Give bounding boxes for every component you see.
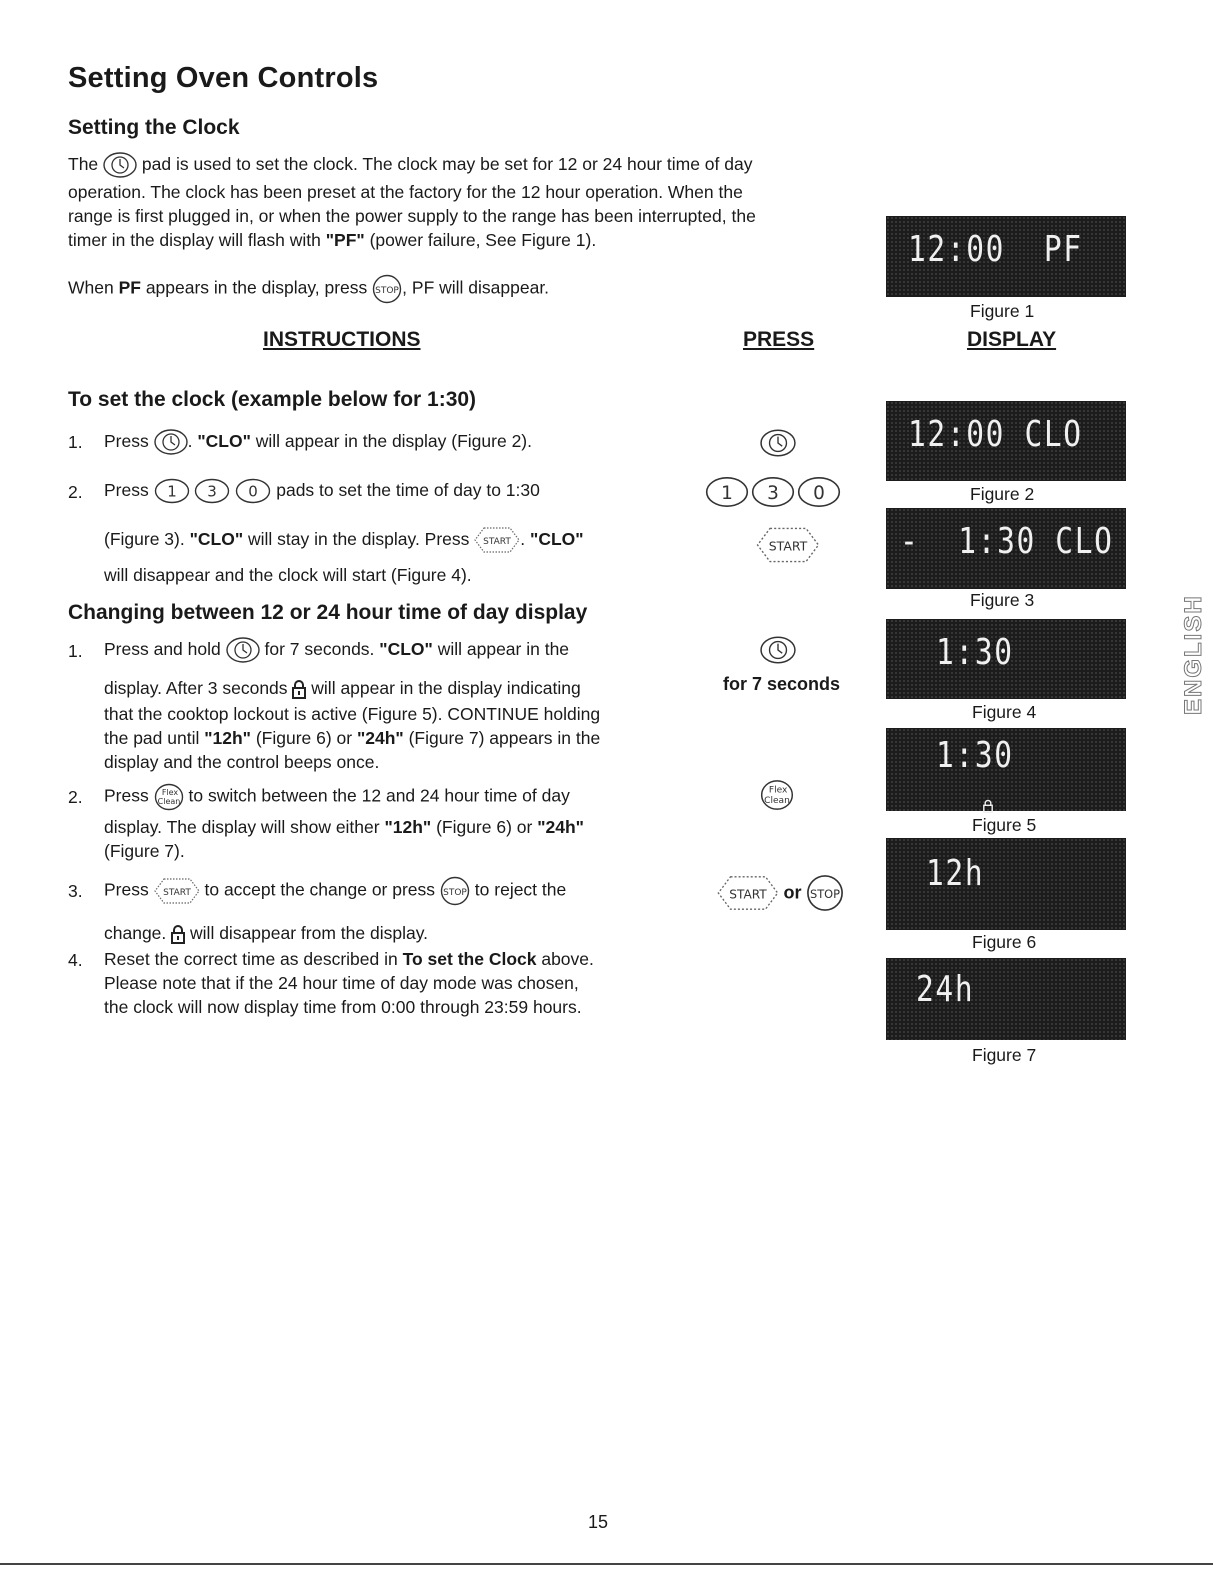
section-heading-setting-clock: Setting the Clock — [68, 116, 240, 139]
flex-clean-icon — [154, 783, 184, 811]
text: "12h" — [384, 817, 432, 837]
clock-icon — [103, 152, 137, 178]
display-figure-1 — [886, 216, 1126, 297]
lcd-text: - 1:30 CLO — [900, 521, 1114, 562]
text: pads to set the time of day to 1:30 — [276, 480, 540, 500]
bottom-rule — [0, 1563, 1213, 1565]
figure-caption: Figure 2 — [970, 484, 1035, 504]
display-figure-5 — [886, 728, 1126, 811]
svg-text:START: START — [768, 538, 808, 554]
changing-step-4 — [104, 947, 594, 971]
text: "12h" — [204, 728, 251, 748]
svg-text:STOP: STOP — [809, 887, 840, 902]
svg-text:0: 0 — [248, 482, 259, 501]
text: change. — [104, 923, 167, 943]
lcd-text: 1:30 — [936, 632, 1014, 673]
display-figure-6 — [886, 838, 1126, 930]
svg-text:Clean: Clean — [157, 797, 180, 806]
svg-text:STOP: STOP — [375, 286, 400, 296]
text: (Figure 3). — [104, 529, 190, 549]
text: "CLO" — [189, 529, 244, 549]
text: (power failure, See Figure 1). — [364, 230, 597, 251]
text: To set the Clock — [402, 949, 537, 969]
changing-step-3 — [104, 876, 566, 906]
text: PF — [118, 277, 141, 298]
press-clock-icon — [760, 635, 796, 665]
text: will stay in the display. Press — [243, 529, 470, 549]
text: will appear in the — [432, 639, 570, 659]
section-heading-changing: Changing between 12 or 24 hour time of day display — [68, 601, 588, 624]
figure-caption: Figure 7 — [972, 1045, 1037, 1065]
page-title: Setting Oven Controls — [68, 62, 379, 94]
text: The — [68, 154, 99, 174]
press-clock-icon — [760, 428, 796, 458]
svg-text:START: START — [483, 537, 512, 548]
changing-step-2-line-3: (Figure 7). — [104, 841, 185, 861]
lock-icon — [292, 679, 306, 699]
lock-icon — [171, 924, 185, 944]
set-clock-step-2-line-3: will disappear and the clock will start (Figure 4). — [104, 565, 472, 585]
text: the pad until — [104, 728, 205, 748]
number-key-0-icon — [796, 476, 842, 508]
press-number-keys — [704, 476, 842, 508]
figure-caption: Figure 4 — [972, 702, 1037, 722]
svg-text:Flex: Flex — [161, 788, 178, 797]
text: Press — [104, 785, 149, 806]
changing-step-3-line-2 — [104, 921, 428, 945]
svg-text:Clean: Clean — [764, 795, 790, 806]
text: above. — [536, 949, 594, 969]
number-key-1-icon — [704, 476, 750, 508]
step-number: 4. — [68, 950, 83, 970]
start-icon — [717, 875, 779, 911]
lcd-text: 24h — [916, 969, 975, 1010]
text: Reset the correct time as described in — [104, 949, 403, 969]
col-heading-display: DISPLAY — [967, 328, 1057, 351]
text: to accept the change or press — [204, 879, 436, 900]
stop-icon — [372, 274, 402, 304]
clock-icon — [226, 637, 260, 663]
changing-step-2-line-2 — [104, 815, 584, 839]
text: display. After 3 seconds — [104, 678, 288, 698]
changing-step-1-line-3: that the cooktop lockout is active (Figure 5). CONTINUE holding — [104, 704, 601, 724]
step-number: 2. — [68, 482, 83, 502]
text: Press — [104, 431, 149, 451]
svg-text:3: 3 — [207, 482, 218, 501]
display-figure-4 — [886, 619, 1126, 699]
text: , PF will disappear. — [402, 277, 550, 298]
changing-step-4-line-3: the clock will now display time from 0:00 through 23:59 hours. — [104, 997, 582, 1017]
text: to switch between the 12 and 24 hour time of day — [188, 785, 570, 806]
text: operation. The clock has been preset at the factory for the 12 hour operation. When the — [68, 182, 743, 203]
step-number: 1. — [68, 641, 83, 661]
press-for-7-seconds: for 7 seconds — [723, 674, 841, 694]
display-figure-2 — [886, 401, 1126, 481]
number-key-3-icon — [194, 478, 230, 504]
text: will disappear from the display. — [190, 923, 429, 943]
text: appears in the display, press — [140, 277, 368, 298]
changing-step-1-line-4 — [104, 726, 600, 750]
set-clock-step-2 — [104, 478, 540, 504]
press-start-icon — [755, 527, 821, 563]
text: "24h" — [537, 817, 584, 837]
step-number: 3. — [68, 881, 83, 901]
text: "CLO" — [530, 529, 584, 549]
intro-paragraph — [68, 152, 868, 252]
col-heading-instructions: INSTRUCTIONS — [263, 328, 421, 351]
svg-text:START: START — [162, 888, 191, 898]
text: . — [520, 529, 531, 549]
step-number: 1. — [68, 432, 83, 452]
text: will appear in the display indicating — [311, 678, 581, 698]
changing-step-2 — [104, 783, 570, 811]
text: When — [68, 277, 119, 298]
text: "CLO" — [379, 639, 433, 659]
text: to reject the — [474, 879, 567, 900]
svg-text:0: 0 — [813, 482, 825, 504]
text: (Figure 7) appears in the — [403, 728, 601, 748]
changing-step-1 — [104, 637, 569, 663]
display-figure-3 — [886, 508, 1126, 589]
number-key-1-icon — [154, 478, 190, 504]
text: . — [187, 431, 198, 451]
press-start-or-stop — [717, 874, 844, 912]
stop-icon — [440, 876, 470, 906]
text: range is first plugged in, or when the power supply to the range has been interrupted, the — [68, 206, 756, 227]
svg-text:3: 3 — [767, 482, 779, 504]
changing-step-4-line-2: Please note that if the 24 hour time of day mode was chosen, — [104, 973, 579, 993]
lcd-text: 12h — [926, 853, 985, 894]
text: pad is used to set the clock. The clock may be set for 12 or 24 hour time of day — [141, 154, 753, 174]
text: display. The display will show either — [104, 817, 385, 837]
text: will appear in the display (Figure 2). — [250, 431, 532, 451]
text: Press — [104, 879, 149, 900]
lcd-text: 1:30 — [936, 735, 1014, 776]
svg-text:STOP: STOP — [443, 888, 467, 898]
text: (Figure 6) or — [250, 728, 357, 748]
clock-icon — [154, 429, 188, 455]
text: "PF" — [325, 230, 365, 251]
col-heading-press: PRESS — [743, 328, 815, 351]
or-label: or — [783, 882, 802, 903]
text: for 7 seconds. — [264, 639, 380, 659]
start-icon — [474, 527, 520, 553]
section-heading-set-clock: To set the clock (example below for 1:30) — [68, 388, 477, 411]
figure-caption: Figure 3 — [970, 590, 1035, 610]
svg-text:1: 1 — [166, 482, 177, 501]
figure-caption: Figure 5 — [972, 815, 1037, 835]
svg-text:1: 1 — [721, 482, 733, 504]
changing-step-1-line-2 — [104, 676, 581, 700]
figure-caption: Figure 6 — [972, 932, 1037, 952]
display-figure-7 — [886, 958, 1126, 1040]
start-icon — [154, 878, 200, 904]
set-clock-step-2-line-2 — [104, 527, 584, 553]
lcd-text: 12:00 PF — [908, 229, 1083, 270]
svg-text:Flex: Flex — [768, 785, 788, 796]
step-number: 2. — [68, 787, 83, 807]
set-clock-step-1 — [104, 429, 532, 455]
figure-caption: Figure 1 — [970, 301, 1035, 321]
stop-icon — [806, 874, 844, 912]
number-key-3-icon — [750, 476, 796, 508]
svg-text:START: START — [729, 887, 767, 902]
changing-step-1-line-5: display and the control beeps once. — [104, 752, 380, 772]
text: timer in the display will flash with — [68, 230, 326, 251]
lcd-text: 12:00 CLO — [908, 414, 1083, 455]
number-key-0-icon — [235, 478, 271, 504]
language-side-tab: ENGLISH — [1180, 594, 1207, 715]
text: Press — [104, 480, 149, 500]
text: (Figure 6) or — [431, 817, 538, 837]
text: "24h" — [356, 728, 404, 748]
pf-paragraph — [68, 274, 768, 304]
page-number: 15 — [588, 1512, 609, 1532]
text: Press and hold — [104, 639, 221, 659]
press-flex-clean-icon — [760, 778, 794, 812]
text: "CLO" — [197, 431, 251, 451]
